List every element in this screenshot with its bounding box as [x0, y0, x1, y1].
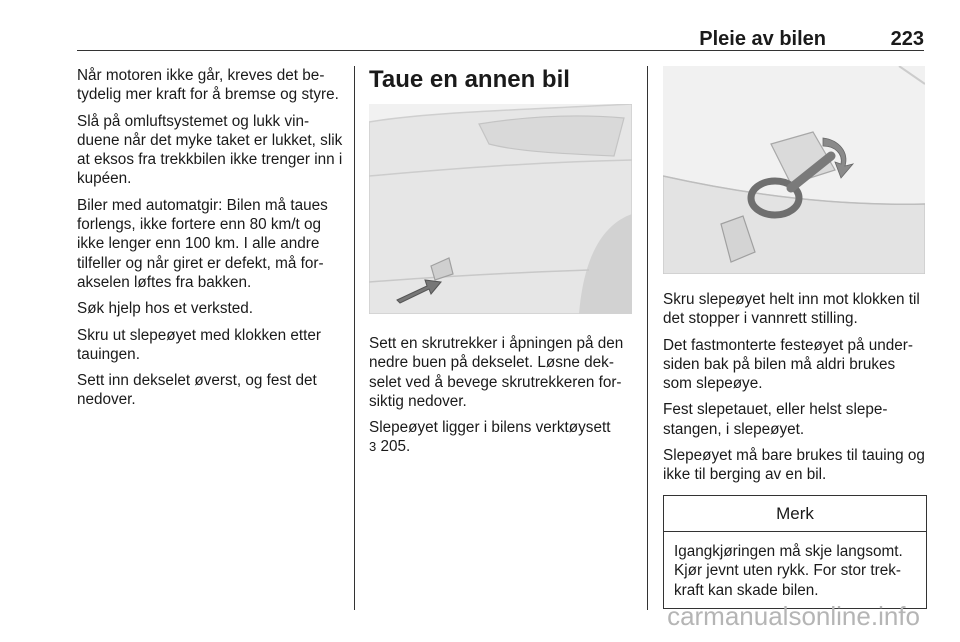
- watermark: carmanualsonline.info: [667, 601, 920, 631]
- note-heading: Merk: [664, 496, 926, 532]
- paragraph-with-reference: [369, 418, 635, 457]
- paragraph: Skru slepeøyet helt inn mot klokken til det stopper i vannrett stilling.: [663, 291, 920, 328]
- paragraph: Når motoren ikke går, kreves det be-tydelig mer kraft for å bremse og styre.: [77, 67, 339, 104]
- page-header-title: Pleie av bilen: [699, 28, 826, 50]
- paragraph: Slå på omluftsystemet og lukk vin-duene når det myke taket er lukket, slik at eksos fra trekkbilen ikke trenger inn i kupéen.: [77, 112, 343, 188]
- page-number: 223: [890, 28, 924, 50]
- column-divider-1: [354, 66, 355, 610]
- note-box: [663, 495, 927, 609]
- paragraph-text: Slepeøyet ligger i bilens verktøysett: [369, 419, 611, 437]
- note-body: Igangkjøringen må skje langsomt. Kjør jevnt uten rykk. For stor trek-kraft kan skade bilen.: [674, 542, 903, 599]
- paragraph: Sett inn dekselet øverst, og fest det nedover.: [77, 372, 317, 409]
- rear-bumper-cover-illustration: [369, 104, 632, 314]
- section-title: Taue en annen bil: [369, 66, 570, 93]
- column-1: [77, 66, 345, 417]
- column-2: [369, 66, 635, 464]
- paragraph: Sett en skrutrekker i åpningen på den nedre buen på dekselet. Løsne dek-selet ved å bevege skrutrekkeren for-siktig nedover.: [369, 335, 624, 410]
- paragraph: Slepeøyet må bare brukes til tauing og ikke til berging av en bil.: [663, 447, 925, 484]
- header-rule: [77, 50, 924, 51]
- paragraph: Fest slepetauet, eller helst slepe-stangen, i slepeøyet.: [663, 401, 888, 438]
- paragraph: Skru ut slepeøyet med klokken etter tauingen.: [77, 326, 322, 363]
- page-reference: 205.: [380, 438, 411, 456]
- towing-eye-illustration: [663, 66, 925, 274]
- paragraph: Biler med automatgir: Bilen må taues forlengs, ikke fortere enn 80 km/t og ikke lenger enn 100 km. I alle andre tilfeller og når giret er defekt, må for-akselen løftes fra bakken.: [77, 196, 328, 291]
- paragraph: Det fastmonterte festeøyet på under-siden bak på bilen må aldri brukes som slepeøye.: [663, 336, 913, 393]
- column-divider-2: [647, 66, 648, 610]
- column-3: [663, 66, 927, 609]
- paragraph: Søk hjelp hos et verksted.: [77, 300, 253, 318]
- reference-arrow-icon: 3: [369, 439, 377, 455]
